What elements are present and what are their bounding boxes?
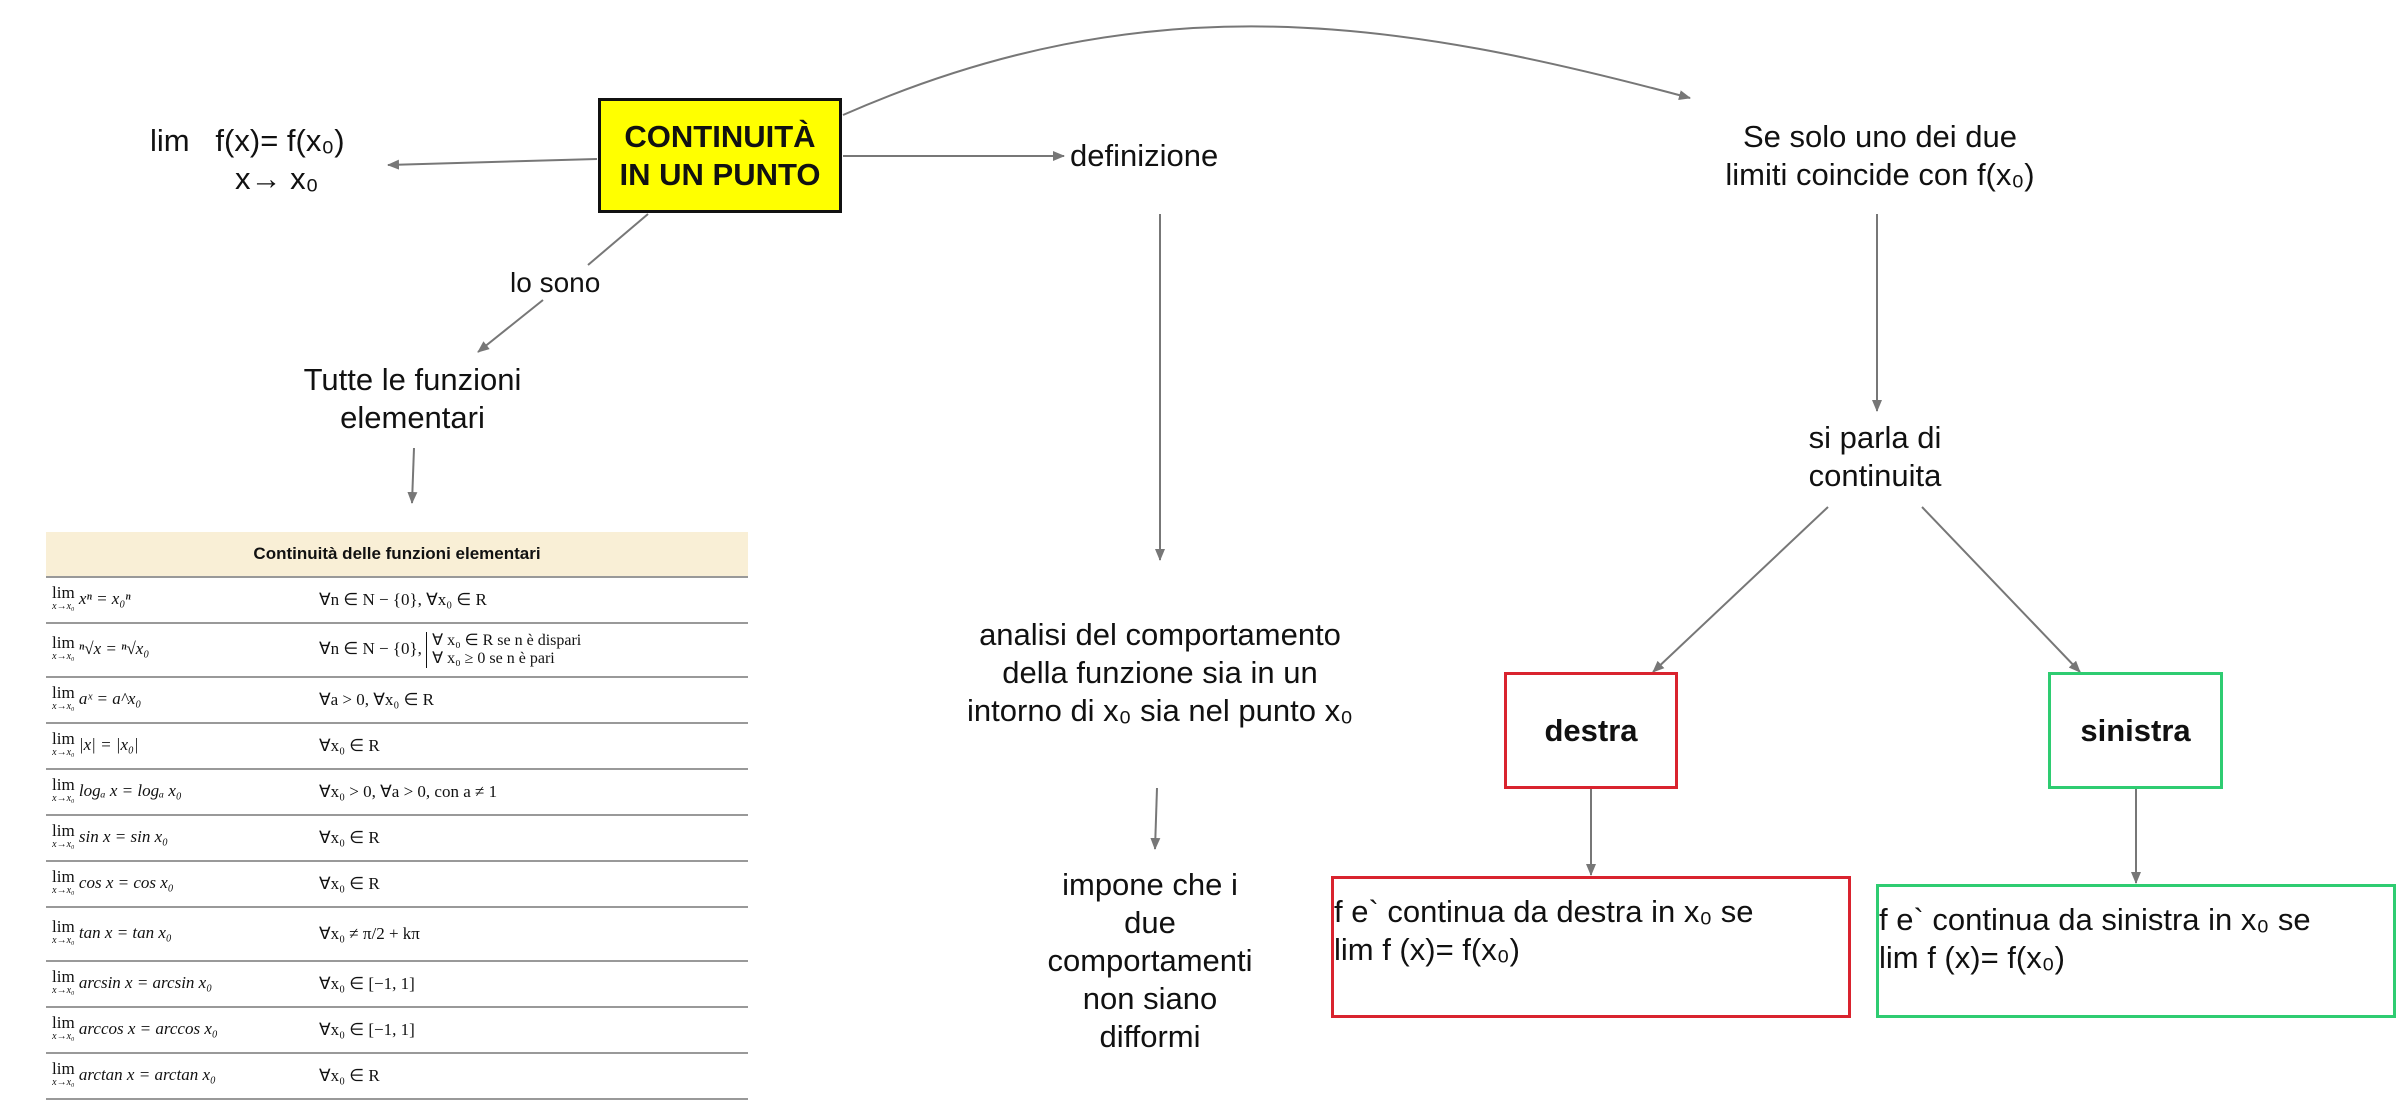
right-result-line1: f e` continua da destra in x₀ se bbox=[1334, 894, 1754, 929]
table-row: lim x→x₀ ⁿ√x = ⁿ√x₀ ∀n ∈ N − {0}, ∀ x₀ ∈ R se n è dispari ∀ x₀ ≥ 0 se n è pari bbox=[46, 623, 748, 677]
speak-of-continuity-node bbox=[1730, 419, 2020, 495]
table-row: lim x→x₀ arcsin x = arcsin x₀ ∀x₀ ∈ [−1, 1] bbox=[46, 961, 748, 1007]
speak-of-line2: continuita bbox=[1808, 458, 1942, 493]
table-header: Continuità delle funzioni elementari bbox=[46, 532, 748, 577]
central-node bbox=[598, 98, 842, 213]
arrow-speak-to-left bbox=[1922, 507, 2080, 672]
arrow-curve-to-only-one bbox=[843, 26, 1690, 115]
elementary-line2: elementari bbox=[340, 400, 485, 435]
line-to-lo-sono bbox=[588, 214, 648, 265]
table-row: lim x→x₀ |x| = |x₀| ∀x₀ ∈ R bbox=[46, 723, 748, 769]
elementary-line1: Tutte le funzioni bbox=[303, 362, 522, 397]
table-row: lim x→x₀ arccos x = arccos x₀ ∀x₀ ∈ [−1, 1] bbox=[46, 1007, 748, 1053]
limit-formula bbox=[150, 122, 345, 198]
table-row: lim x→x₀ arctan x = arctan x₀ ∀x₀ ∈ R bbox=[46, 1053, 748, 1099]
elementary-functions-node bbox=[250, 361, 575, 437]
right-result-line2: lim f (x)= f(x₀) bbox=[1334, 932, 1520, 967]
imposes-line4: non siano bbox=[1082, 981, 1218, 1016]
only-one-line2: limiti coincide con f(x₀) bbox=[1725, 157, 2035, 192]
imposes-line3: comportamenti bbox=[1047, 943, 1253, 978]
left-continuity-box: sinistra bbox=[2048, 672, 2223, 789]
imposes-line2: due bbox=[1124, 905, 1176, 940]
elementary-functions-table bbox=[46, 532, 748, 1100]
left-result-line1: f e` continua da sinistra in x₀ se bbox=[1879, 902, 2311, 937]
analysis-node bbox=[935, 616, 1385, 730]
analysis-line2: della funzione sia in un bbox=[1002, 655, 1318, 690]
central-title-line2: IN UN PUNTO bbox=[619, 156, 821, 192]
table-row: lim x→x₀ sin x = sin x₀ ∀x₀ ∈ R bbox=[46, 815, 748, 861]
edge-label-lo-sono: lo sono bbox=[510, 267, 601, 298]
arrow-speak-to-right bbox=[1653, 507, 1828, 672]
left-continuity-result bbox=[1876, 884, 2396, 1018]
table-row: lim x→x₀ cos x = cos x₀ ∀x₀ ∈ R bbox=[46, 861, 748, 907]
central-title-line1: CONTINUITÀ bbox=[624, 118, 816, 154]
arrow-to-limit bbox=[388, 159, 597, 165]
speak-of-line1: si parla di bbox=[1808, 420, 1942, 455]
analysis-line3: intorno di x₀ sia nel punto x₀ bbox=[967, 693, 1353, 728]
imposes-line1: impone che i bbox=[1062, 867, 1238, 902]
only-one-line1: Se solo uno dei due bbox=[1742, 119, 2018, 154]
right-continuity-box: destra bbox=[1504, 672, 1678, 789]
table-row: lim x→x₀ xⁿ = x₀ⁿ ∀n ∈ N − {0}, ∀x₀ ∈ R bbox=[46, 577, 748, 623]
analysis-line1: analisi del comportamento bbox=[979, 617, 1341, 652]
table-row: lim x→x₀ tan x = tan x₀ ∀x₀ ≠ π/2 + kπ bbox=[46, 907, 748, 961]
left-result-line2: lim f (x)= f(x₀) bbox=[1879, 940, 2065, 975]
table-row: lim x→x₀ logₐ x = logₐ x₀ ∀x₀ > 0, ∀a > 0, con a ≠ 1 bbox=[46, 769, 748, 815]
right-continuity-result bbox=[1331, 876, 1851, 1018]
only-one-limit-node bbox=[1670, 118, 2090, 194]
imposes-line5: difformi bbox=[1099, 1019, 1201, 1054]
limit-formula-line1: lim f(x)= f(x₀) bbox=[150, 123, 345, 158]
arrow-lo-sono-to-elementary bbox=[478, 300, 543, 352]
limit-formula-line2: x→ x₀ bbox=[235, 161, 319, 196]
arrow-elementary-to-table bbox=[412, 448, 414, 503]
arrow-analysis-to-imposes bbox=[1155, 788, 1157, 849]
definition-node: definizione bbox=[1070, 138, 1219, 173]
imposes-node bbox=[1010, 866, 1290, 1056]
table-row: lim x→x₀ aˣ = a^x₀ ∀a > 0, ∀x₀ ∈ R bbox=[46, 677, 748, 723]
